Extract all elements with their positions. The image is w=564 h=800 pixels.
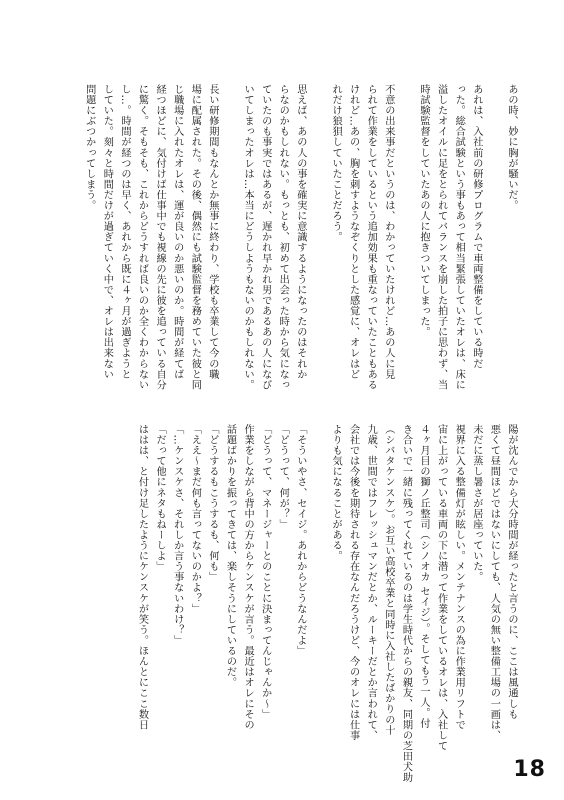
bottom-text-line: 「だって他にネタもねーしよ」	[154, 424, 166, 572]
top-text-line: 長い研修期間もなんとか無事に終わり、学校も卒業して今の職	[206, 84, 218, 380]
top-text-line: 時試験監督をしていたあの人に抱きついてしまった。	[418, 84, 430, 338]
bottom-text-line: 話題ばかりを振ってきては、楽しそうにしているのだ。	[224, 424, 236, 688]
top-text-line: あの時、妙に胸が騒いだ。	[506, 84, 517, 211]
bottom-text-line: 陽が沈んでから大分時間が経ったと言うのに、ここは風通しも	[506, 424, 517, 720]
bottom-text-line: 「どうって、マネージャーとのことに決まってんじゃんか～」	[259, 424, 271, 720]
top-text-line: られて作業をしているという追加効果も重なっていたこともある	[365, 84, 377, 390]
bottom-text-line: 悪くて昼間ほどではないにしても、人気の無い整備工場の一画は、	[488, 424, 500, 741]
top-text-line: らなのかもしれない。もっとも、初めて出会った時から気になっ	[277, 84, 289, 390]
bottom-text-line	[309, 424, 327, 783]
top-text-line: 経つほどに、気付けば仕事中でも視線の先に彼を追っている自分	[154, 84, 166, 390]
page-number: 18	[513, 757, 546, 782]
top-text-line	[221, 84, 239, 390]
top-text-line: 思えば、あの人の事を確実に意識するようになったのはそれか	[294, 84, 306, 380]
bottom-text-line: 作業をしながら背中の方からケンスケが言う。最近はオレにその	[242, 424, 254, 730]
top-text-line: 不意の出来事だというのは、わかっていたけれど…あの人に見	[382, 84, 394, 380]
top-text-line: 問題にぶつかってしまう。	[83, 84, 95, 211]
bottom-text-line: （シバタケンスケ）。お互い高校卒業と同時に入社したばかりの十	[382, 424, 394, 736]
bottom-text-line: 「どうって、何が？」	[277, 424, 289, 530]
top-text-line: ていたのも事実ではあるが、遅かれ早かれ男であるあの人になび	[259, 84, 271, 390]
top-text-line: けれど…あの、胸を刺すようなぞくりとした感覚に、オレはど	[347, 84, 359, 380]
bottom-text-line: 「…ケンスケさ、それしか言う事ないわけ？」	[171, 424, 183, 646]
top-text-line	[485, 84, 503, 390]
bottom-text-line: 視界に入る整備灯が眩しい。メンテナンスの為に作業用リフトで	[453, 424, 465, 730]
top-text-line	[309, 84, 327, 390]
top-text-line: に驚く。そもそも、これからどうすれば良いのか全くわからない	[136, 84, 148, 390]
top-text-line	[397, 84, 415, 390]
top-text-line: った。総合試験という事もあって相当緊張していたオレは、床に	[453, 84, 465, 390]
top-text-line: 溢したオイルに足をとられてバランスを崩した拍子に思わず、当	[435, 84, 447, 390]
top-text-line: 場に配属された。その後、偶然にも試験監督を務めていた彼と同	[189, 84, 201, 390]
bottom-text-line: ははは、と付け足したようにケンスケが笑う。ほんとにここ数日	[136, 424, 148, 730]
bottom-text-line: 宙に上がっている車両の下に潜って作業をしているオレは、入社して	[435, 424, 447, 752]
bottom-text-line: 会社では今後を期待される存在なんだろうけど、今のオレには仕事	[347, 424, 359, 741]
bottom-text-line: 「そういやさ、セイジ。あれからどうなんだよ」	[294, 424, 306, 657]
top-text-line: じ職場に入れたオレは、運が良いのか悪いのか。時間が経てば	[171, 84, 183, 380]
bottom-text-line: 「どうするもこうするも、何も」	[206, 424, 218, 583]
top-text-line: いてしまったオレは…本当にどうしようもないのかもしれない。	[242, 84, 254, 390]
bottom-text-line: ４ヶ月目の獅ノ丘整司（シノオカ セイジ）。そしてもう一人。付	[418, 424, 430, 729]
bottom-text-block	[133, 424, 520, 783]
bottom-text-line: き合いで一緒に残ってくれているのは学生時代からの親友、同期の芝田犬助	[400, 424, 412, 783]
top-text-line: れだけ狼狽していたことだろう。	[330, 84, 342, 243]
top-text-line: していた。刻々と時間だけが過ぎていく中で、オレは出来ない	[101, 84, 113, 380]
bottom-text-line: 「ええ～まだ何も言ってないのかよ？」	[189, 424, 201, 614]
bottom-text-line: 九歳、世間ではフレッシュマンだとか、ルーキーだとか言われて、	[365, 424, 377, 741]
bottom-text-line: よりも気になることがある。	[330, 424, 342, 562]
top-text-block	[80, 84, 520, 390]
top-text-line: あれは、入社前の研修プログラムで車両整備をしている時だ	[470, 84, 482, 369]
bottom-text-line: 未だに蒸し暑さが居座っていた。	[470, 424, 482, 583]
top-text-line: し…。時間が経つのは早く、あれから既に４ヶ月が過ぎようと	[118, 84, 130, 380]
